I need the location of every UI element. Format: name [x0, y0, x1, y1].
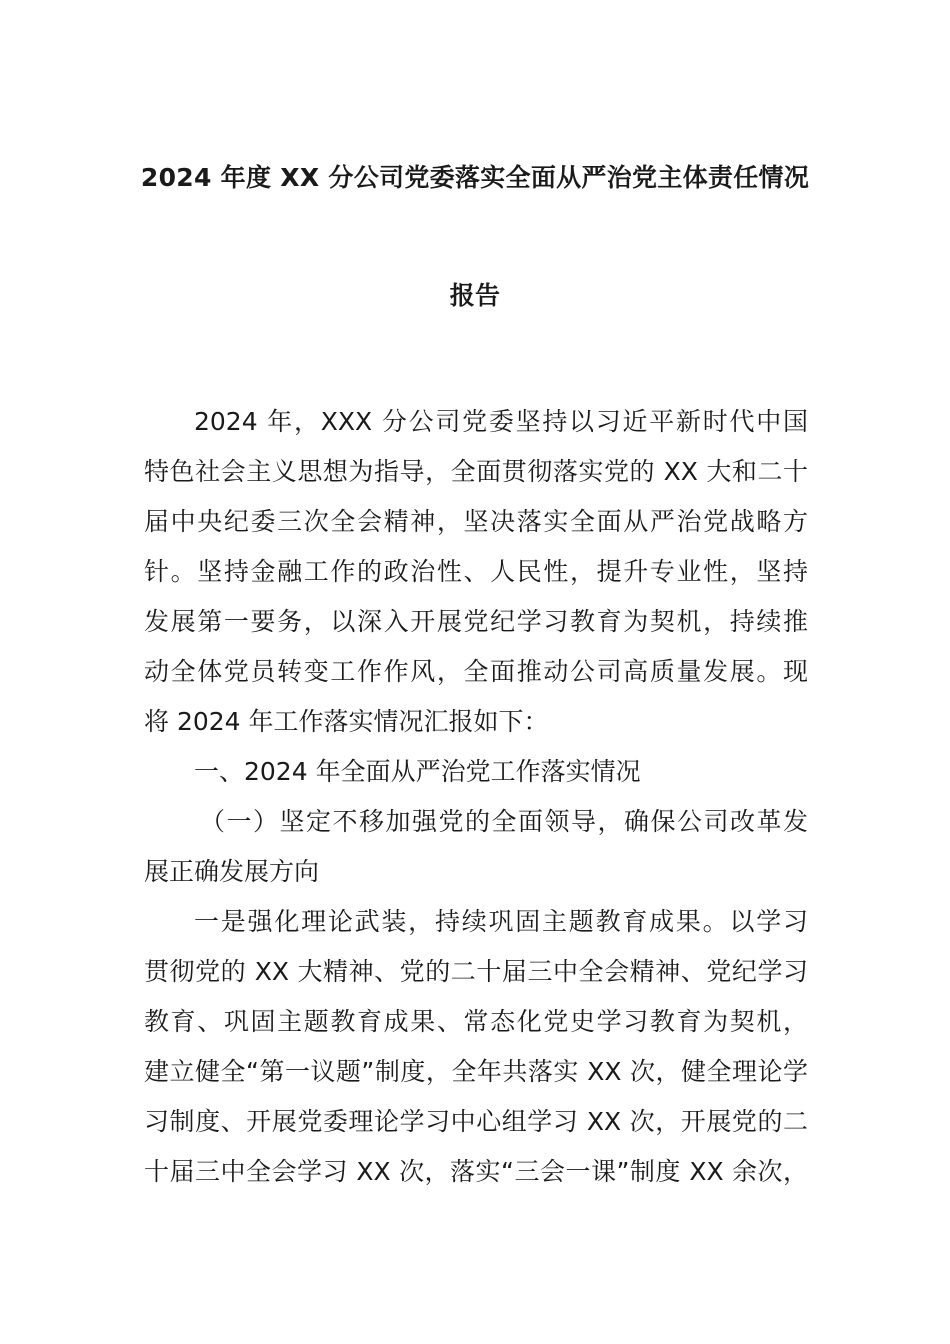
document-body [144, 397, 808, 1197]
paragraph-line: 特色社会主义思想为指导，全面贯彻落实党的 XX 大和二十 [144, 457, 808, 486]
paragraph-line: 2024 年，XXX 分公司党委坚持以习近平新时代中国 [194, 407, 808, 436]
paragraph-line: 动全体党员转变工作作风，全面推动公司高质量发展。现 [144, 657, 808, 686]
section-heading: 一、2024 年全面从严治党工作落实情况 [194, 757, 641, 786]
subsection-heading: （一）坚定不移加强党的全面领导，确保公司改革发 [200, 807, 808, 836]
paragraph-line: 一是强化理论武装，持续巩固主题教育成果。以学习 [194, 907, 808, 936]
paragraph-line: 建立健全“第一议题”制度，全年共落实 XX 次，健全理论学 [144, 1057, 808, 1086]
paragraph-line: 十届三中全会学习 XX 次，落实“三会一课”制度 XX 余次， [144, 1157, 808, 1186]
document-title-line-1: 2024 年度 XX 分公司党委落实全面从严治党主体责任情况 [140, 163, 810, 192]
paragraph-line: 发展第一要务，以深入开展党纪学习教育为契机，持续推 [144, 607, 808, 636]
paragraph-line: 教育、巩固主题教育成果、常态化党史学习教育为契机， [144, 1007, 808, 1036]
paragraph-line: 届中央纪委三次全会精神，坚决落实全面从严治党战略方 [144, 507, 808, 536]
paragraph-line: 将 2024 年工作落实情况汇报如下： [144, 707, 549, 736]
subsection-heading: 展正确发展方向 [144, 857, 320, 886]
paragraph-line: 贯彻党的 XX 大精神、党的二十届三中全会精神、党纪学习 [144, 957, 808, 986]
paragraph-line: 针。坚持金融工作的政治性、人民性，提升专业性，坚持 [144, 557, 808, 586]
document-title-line-2: 报告 [449, 281, 501, 310]
paragraph-line: 习制度、开展党委理论学习中心组学习 XX 次，开展党的二 [144, 1107, 808, 1136]
